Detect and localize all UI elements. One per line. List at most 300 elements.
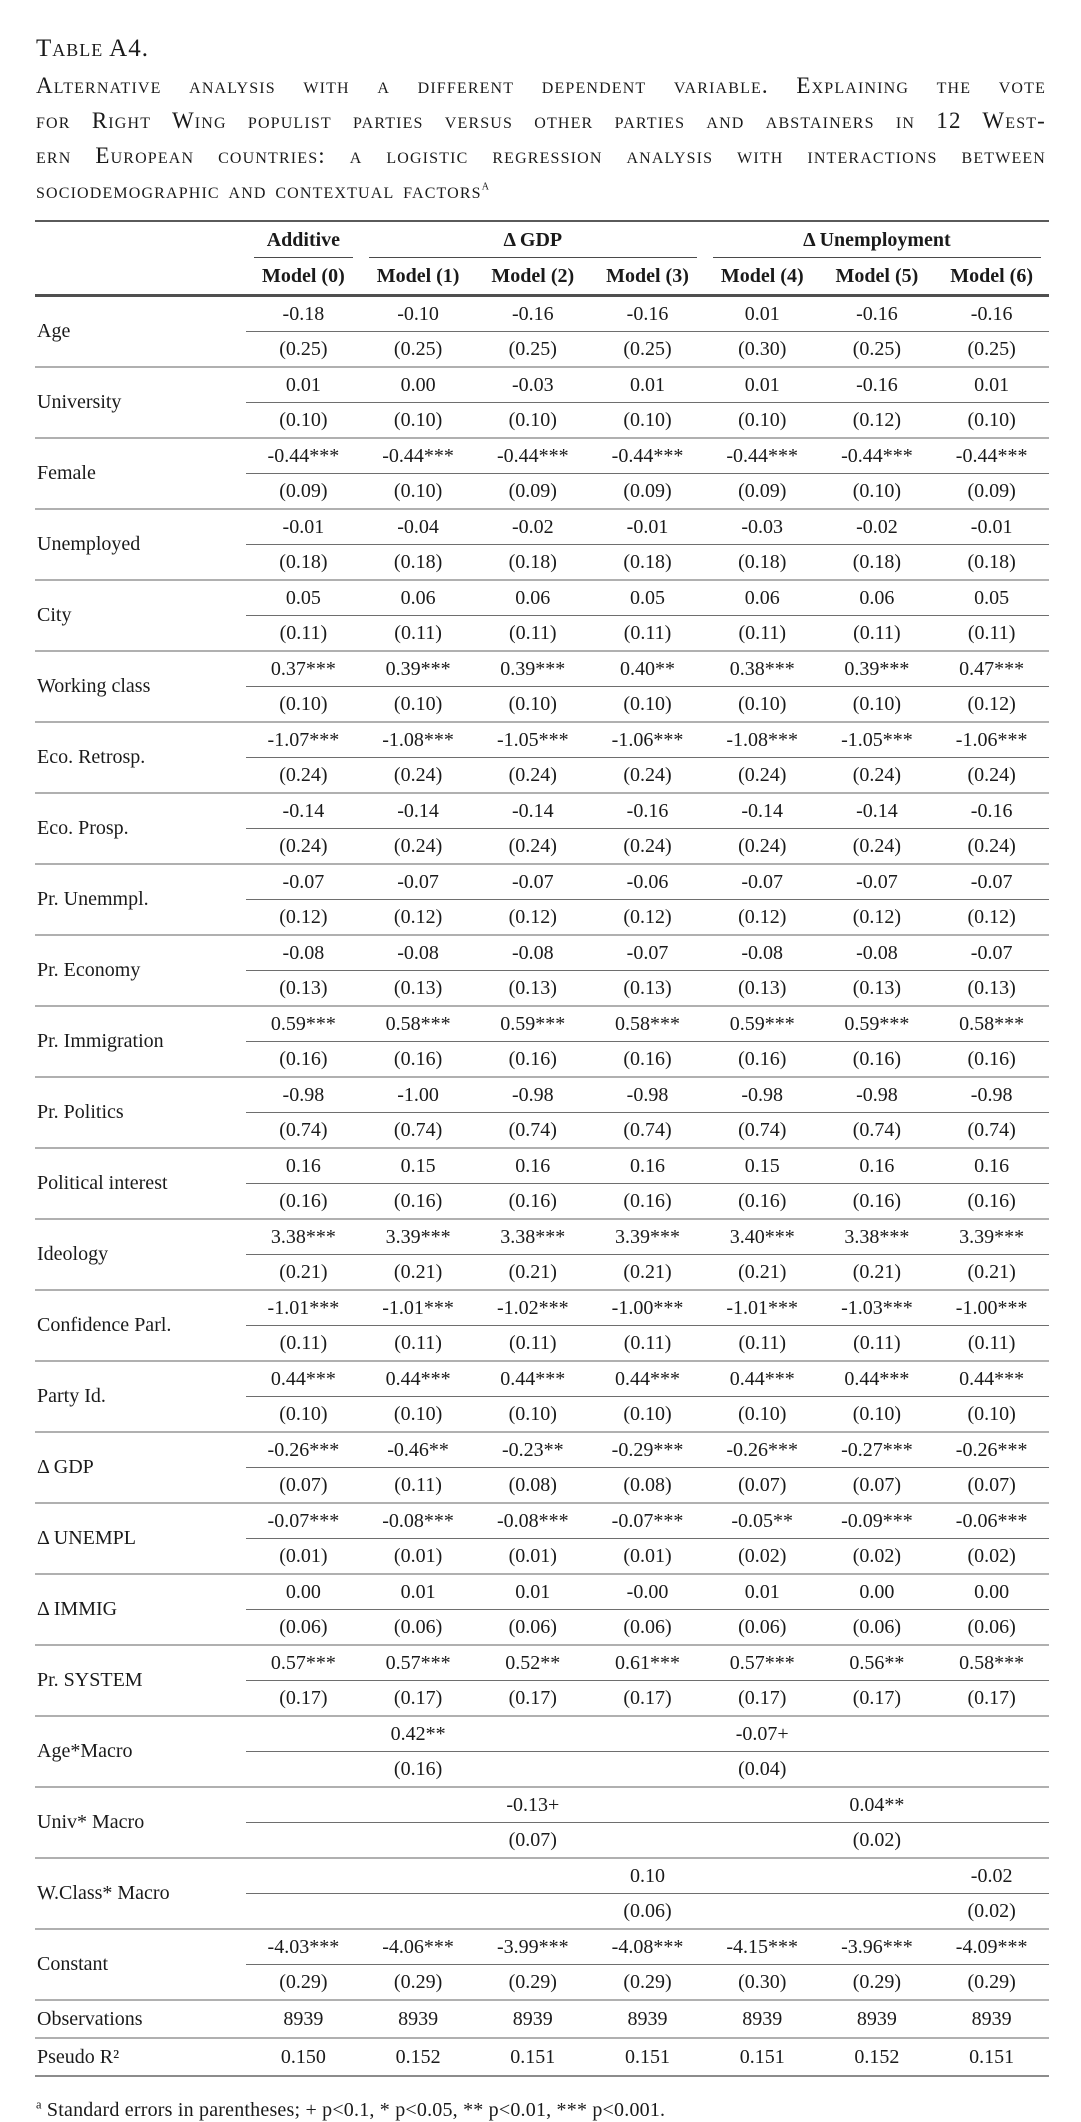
coef-cell: -0.07***: [590, 1503, 705, 1539]
se-cell: (0.16): [475, 1042, 590, 1078]
se-cell: (0.04): [705, 1752, 820, 1788]
coef-cell: 3.40***: [705, 1219, 820, 1255]
coef-cell: 0.16: [475, 1148, 590, 1184]
coef-cell: -1.00: [361, 1077, 476, 1113]
coef-cell: -0.08: [361, 935, 476, 971]
coef-cell: 0.37***: [246, 651, 361, 687]
row-label: Δ UNEMPL: [35, 1503, 246, 1574]
column-header-model-4: Model (4): [705, 258, 820, 296]
stat-cell: 8939: [705, 2000, 820, 2038]
stat-cell: 8939: [590, 2000, 705, 2038]
coef-cell: -0.08: [820, 935, 935, 971]
stat-cell: 8939: [934, 2000, 1049, 2038]
se-cell: (0.24): [820, 829, 935, 865]
coef-cell: [246, 1787, 361, 1823]
se-cell: (0.74): [361, 1113, 476, 1149]
se-cell: (0.74): [820, 1113, 935, 1149]
coef-cell: 0.59***: [246, 1006, 361, 1042]
coef-cell: 3.38***: [820, 1219, 935, 1255]
coef-cell: -0.14: [820, 793, 935, 829]
se-cell: (0.25): [246, 332, 361, 368]
coef-cell: [361, 1787, 476, 1823]
coef-cell: [705, 1858, 820, 1894]
se-cell: [246, 1823, 361, 1859]
se-cell: (0.21): [590, 1255, 705, 1291]
coef-cell: -0.10: [361, 296, 476, 332]
se-cell: (0.07): [934, 1468, 1049, 1504]
coef-cell: 0.59***: [475, 1006, 590, 1042]
table-number: Table A4.: [36, 35, 149, 62]
se-cell: (0.74): [705, 1113, 820, 1149]
coef-row: [35, 1006, 1049, 1042]
coef-cell: -0.05**: [705, 1503, 820, 1539]
coef-cell: 3.39***: [590, 1219, 705, 1255]
se-cell: (0.06): [246, 1610, 361, 1646]
coef-cell: -0.08: [705, 935, 820, 971]
se-cell: (0.10): [475, 403, 590, 439]
coef-cell: -0.02: [475, 509, 590, 545]
column-group-3: [705, 221, 1049, 258]
coef-row: [35, 580, 1049, 616]
row-label: Pr. Immigration: [35, 1006, 246, 1077]
column-group-label: Δ GDP: [369, 229, 697, 258]
coef-cell: -0.08***: [361, 1503, 476, 1539]
coef-cell: -0.07: [475, 864, 590, 900]
coef-cell: 3.39***: [934, 1219, 1049, 1255]
se-cell: [475, 1894, 590, 1930]
coef-cell: 0.06: [361, 580, 476, 616]
se-cell: (0.24): [590, 829, 705, 865]
se-cell: (0.09): [934, 474, 1049, 510]
coef-cell: 0.44***: [590, 1361, 705, 1397]
coef-cell: 0.38***: [705, 651, 820, 687]
coef-row: [35, 1148, 1049, 1184]
se-cell: [361, 1894, 476, 1930]
coef-row: [35, 864, 1049, 900]
se-cell: (0.21): [246, 1255, 361, 1291]
coef-cell: -4.06***: [361, 1929, 476, 1965]
se-cell: (0.24): [705, 758, 820, 794]
coef-cell: -1.01***: [361, 1290, 476, 1326]
se-cell: (0.02): [934, 1894, 1049, 1930]
coef-row: [35, 367, 1049, 403]
se-cell: (0.16): [934, 1042, 1049, 1078]
se-cell: (0.25): [475, 332, 590, 368]
se-cell: (0.12): [820, 900, 935, 936]
se-cell: (0.10): [475, 1397, 590, 1433]
coef-cell: -1.05***: [820, 722, 935, 758]
coef-cell: -1.00***: [934, 1290, 1049, 1326]
se-cell: (0.07): [705, 1468, 820, 1504]
se-cell: (0.09): [475, 474, 590, 510]
coef-cell: [820, 1858, 935, 1894]
se-cell: (0.21): [820, 1255, 935, 1291]
table-head: [35, 221, 1049, 296]
se-cell: (0.11): [361, 1468, 476, 1504]
row-label: Working class: [35, 651, 246, 722]
coef-cell: -1.01***: [246, 1290, 361, 1326]
coef-row: [35, 651, 1049, 687]
row-label: Constant: [35, 1929, 246, 2000]
se-cell: (0.06): [475, 1610, 590, 1646]
coef-cell: 0.44***: [934, 1361, 1049, 1397]
coef-cell: -0.01: [934, 509, 1049, 545]
stat-cell: 0.151: [475, 2038, 590, 2076]
se-cell: (0.13): [246, 971, 361, 1007]
se-cell: (0.18): [246, 545, 361, 581]
se-cell: (0.10): [361, 474, 476, 510]
coef-row: [35, 1361, 1049, 1397]
coef-cell: 0.39***: [361, 651, 476, 687]
paper-page: [0, 30, 1081, 2120]
coef-cell: 0.05: [934, 580, 1049, 616]
stat-cell: 8939: [475, 2000, 590, 2038]
stat-cell: 8939: [361, 2000, 476, 2038]
column-group-row: [35, 221, 1049, 258]
coef-cell: 0.10: [590, 1858, 705, 1894]
table-header: [36, 30, 1046, 208]
coef-cell: -0.07: [820, 864, 935, 900]
column-header-model-5: Model (5): [820, 258, 935, 296]
coef-cell: 0.16: [934, 1148, 1049, 1184]
coef-cell: -0.08: [475, 935, 590, 971]
coef-cell: -0.14: [246, 793, 361, 829]
coef-cell: 0.01: [705, 367, 820, 403]
se-cell: (0.25): [361, 332, 476, 368]
coef-cell: -0.16: [820, 296, 935, 332]
se-cell: (0.11): [590, 616, 705, 652]
coef-cell: -3.96***: [820, 1929, 935, 1965]
se-cell: [934, 1752, 1049, 1788]
se-cell: (0.10): [934, 403, 1049, 439]
se-cell: (0.10): [361, 1397, 476, 1433]
se-cell: (0.17): [361, 1681, 476, 1717]
se-cell: (0.16): [705, 1184, 820, 1220]
coef-cell: -0.01: [246, 509, 361, 545]
stat-cell: 0.150: [246, 2038, 361, 2076]
row-label: W.Class* Macro: [35, 1858, 246, 1929]
coef-cell: -0.03: [475, 367, 590, 403]
se-cell: (0.13): [705, 971, 820, 1007]
coef-row: [35, 935, 1049, 971]
se-cell: (0.11): [361, 1326, 476, 1362]
column-group-label: Additive: [254, 229, 353, 258]
se-cell: (0.12): [934, 687, 1049, 723]
se-cell: (0.21): [475, 1255, 590, 1291]
coef-cell: -1.01***: [705, 1290, 820, 1326]
se-cell: (0.30): [705, 1965, 820, 2001]
se-cell: (0.11): [246, 616, 361, 652]
coef-cell: 0.16: [590, 1148, 705, 1184]
coef-cell: -0.04: [361, 509, 476, 545]
coef-cell: 3.38***: [475, 1219, 590, 1255]
coef-cell: -0.07: [705, 864, 820, 900]
coef-cell: 0.15: [705, 1148, 820, 1184]
coef-cell: -1.06***: [590, 722, 705, 758]
coef-cell: 0.40**: [590, 651, 705, 687]
se-cell: (0.16): [475, 1184, 590, 1220]
se-cell: (0.06): [820, 1610, 935, 1646]
row-label: Pr. Economy: [35, 935, 246, 1006]
se-cell: (0.13): [475, 971, 590, 1007]
se-cell: [705, 1823, 820, 1859]
coef-cell: 0.47***: [934, 651, 1049, 687]
coef-cell: -0.07: [934, 935, 1049, 971]
coef-row: [35, 1858, 1049, 1894]
row-label: Univ* Macro: [35, 1787, 246, 1858]
coef-cell: [934, 1787, 1049, 1823]
row-label: Pr. Politics: [35, 1077, 246, 1148]
coef-cell: [934, 1716, 1049, 1752]
coef-row: [35, 722, 1049, 758]
coef-row: [35, 1290, 1049, 1326]
se-cell: [361, 1823, 476, 1859]
se-cell: (0.10): [246, 403, 361, 439]
table-body: [35, 296, 1049, 2077]
se-cell: (0.24): [361, 829, 476, 865]
row-label: Age: [35, 296, 246, 368]
coef-cell: -0.44***: [475, 438, 590, 474]
se-cell: (0.16): [361, 1042, 476, 1078]
coef-cell: 0.01: [705, 296, 820, 332]
coef-cell: -3.99***: [475, 1929, 590, 1965]
se-cell: (0.12): [705, 900, 820, 936]
se-cell: [246, 1894, 361, 1930]
se-cell: (0.10): [820, 474, 935, 510]
coef-cell: -0.07***: [246, 1503, 361, 1539]
se-cell: (0.29): [820, 1965, 935, 2001]
row-label: University: [35, 367, 246, 438]
footnote-text: Standard errors in parentheses; + p<0.1, * p<0.05, ** p<0.01, *** p<0.001.: [46, 2099, 666, 2121]
coef-cell: 3.38***: [246, 1219, 361, 1255]
se-cell: (0.10): [820, 687, 935, 723]
se-cell: (0.13): [820, 971, 935, 1007]
se-cell: (0.02): [820, 1823, 935, 1859]
se-cell: (0.11): [934, 1326, 1049, 1362]
coef-cell: 0.00: [361, 367, 476, 403]
coef-cell: 0.01: [246, 367, 361, 403]
caption-line-1: Alternative analysis with a different dependent variable. Explaining the vote: [36, 73, 1046, 98]
se-cell: (0.10): [590, 1397, 705, 1433]
se-cell: [590, 1823, 705, 1859]
se-cell: (0.16): [820, 1184, 935, 1220]
se-cell: (0.10): [705, 687, 820, 723]
coef-cell: 0.44***: [246, 1361, 361, 1397]
se-cell: (0.10): [246, 687, 361, 723]
corner-cell: [35, 221, 246, 258]
se-cell: (0.18): [361, 545, 476, 581]
caption-line-2: for Right Wing populist parties versus other parties and abstainers in 12 West-: [36, 108, 1046, 133]
coef-cell: -0.16: [475, 296, 590, 332]
coef-row: [35, 793, 1049, 829]
coef-cell: -0.16: [590, 793, 705, 829]
se-cell: (0.18): [705, 545, 820, 581]
se-cell: (0.17): [934, 1681, 1049, 1717]
coef-cell: -1.07***: [246, 722, 361, 758]
coef-row: [35, 1077, 1049, 1113]
row-label: Confidence Parl.: [35, 1290, 246, 1361]
coef-cell: -0.98: [934, 1077, 1049, 1113]
coef-cell: 0.44***: [475, 1361, 590, 1397]
se-cell: (0.11): [361, 616, 476, 652]
coef-cell: -0.44***: [361, 438, 476, 474]
se-cell: (0.17): [705, 1681, 820, 1717]
row-label: Pr. Unemmpl.: [35, 864, 246, 935]
coef-cell: -0.07+: [705, 1716, 820, 1752]
se-cell: (0.10): [705, 1397, 820, 1433]
se-cell: (0.13): [590, 971, 705, 1007]
se-cell: (0.30): [705, 332, 820, 368]
column-header-row: [35, 258, 1049, 296]
coef-cell: 0.58***: [934, 1006, 1049, 1042]
coef-cell: -0.29***: [590, 1432, 705, 1468]
se-cell: (0.24): [590, 758, 705, 794]
se-cell: (0.12): [590, 900, 705, 936]
coef-cell: -0.01: [590, 509, 705, 545]
corner-cell: [35, 258, 246, 296]
se-cell: (0.13): [361, 971, 476, 1007]
coef-cell: 3.39***: [361, 1219, 476, 1255]
se-cell: (0.74): [246, 1113, 361, 1149]
se-cell: (0.25): [934, 332, 1049, 368]
coef-cell: -0.16: [820, 367, 935, 403]
coef-cell: [590, 1716, 705, 1752]
coef-cell: -0.46**: [361, 1432, 476, 1468]
se-cell: (0.11): [475, 1326, 590, 1362]
coef-cell: 0.16: [820, 1148, 935, 1184]
se-cell: (0.24): [246, 829, 361, 865]
se-cell: (0.06): [705, 1610, 820, 1646]
se-cell: [934, 1823, 1049, 1859]
coef-cell: 0.00: [820, 1574, 935, 1610]
coef-cell: -0.44***: [590, 438, 705, 474]
regression-table: [35, 220, 1049, 2077]
se-cell: (0.18): [590, 545, 705, 581]
se-cell: (0.12): [475, 900, 590, 936]
se-cell: (0.11): [705, 616, 820, 652]
se-cell: (0.06): [590, 1894, 705, 1930]
coef-cell: 0.00: [934, 1574, 1049, 1610]
se-cell: (0.02): [705, 1539, 820, 1575]
coef-cell: 0.44***: [820, 1361, 935, 1397]
se-cell: (0.01): [361, 1539, 476, 1575]
se-cell: [820, 1894, 935, 1930]
coef-cell: -0.98: [475, 1077, 590, 1113]
se-cell: (0.11): [934, 616, 1049, 652]
se-cell: (0.10): [361, 403, 476, 439]
column-group-label: Δ Unemployment: [713, 229, 1041, 258]
row-label: Unemployed: [35, 509, 246, 580]
se-cell: (0.16): [590, 1184, 705, 1220]
stat-row: [35, 2000, 1049, 2038]
coef-cell: 0.06: [705, 580, 820, 616]
coef-row: [35, 1716, 1049, 1752]
se-cell: (0.10): [361, 687, 476, 723]
coef-cell: 0.01: [475, 1574, 590, 1610]
footnote-marker: a: [36, 2097, 42, 2112]
coef-cell: 0.04**: [820, 1787, 935, 1823]
se-cell: (0.21): [705, 1255, 820, 1291]
se-cell: (0.18): [820, 545, 935, 581]
coef-cell: 0.44***: [361, 1361, 476, 1397]
se-cell: [820, 1752, 935, 1788]
se-cell: (0.12): [820, 403, 935, 439]
coef-cell: -0.18: [246, 296, 361, 332]
se-cell: (0.02): [820, 1539, 935, 1575]
coef-cell: 0.06: [820, 580, 935, 616]
coef-cell: [705, 1787, 820, 1823]
se-cell: (0.24): [705, 829, 820, 865]
se-cell: (0.29): [361, 1965, 476, 2001]
coef-cell: -0.23**: [475, 1432, 590, 1468]
se-cell: (0.01): [246, 1539, 361, 1575]
se-cell: (0.13): [934, 971, 1049, 1007]
coef-cell: -0.00: [590, 1574, 705, 1610]
se-cell: (0.11): [705, 1326, 820, 1362]
coef-cell: 0.42**: [361, 1716, 476, 1752]
se-cell: (0.11): [820, 616, 935, 652]
coef-cell: -0.07: [246, 864, 361, 900]
se-cell: (0.18): [475, 545, 590, 581]
coef-cell: -0.98: [705, 1077, 820, 1113]
coef-cell: 0.44***: [705, 1361, 820, 1397]
coef-cell: 0.59***: [820, 1006, 935, 1042]
se-cell: (0.09): [590, 474, 705, 510]
se-cell: (0.21): [361, 1255, 476, 1291]
coef-cell: [590, 1787, 705, 1823]
se-cell: (0.25): [820, 332, 935, 368]
stat-row: [35, 2038, 1049, 2076]
coef-cell: 0.05: [590, 580, 705, 616]
se-cell: (0.24): [820, 758, 935, 794]
coef-cell: 0.00: [246, 1574, 361, 1610]
se-cell: (0.01): [590, 1539, 705, 1575]
coef-cell: 0.01: [934, 367, 1049, 403]
se-cell: (0.10): [820, 1397, 935, 1433]
se-cell: (0.12): [934, 900, 1049, 936]
coef-cell: -0.16: [590, 296, 705, 332]
se-cell: (0.29): [475, 1965, 590, 2001]
caption-line-4: [36, 173, 1046, 208]
caption-footnote-marker: a: [481, 177, 491, 194]
coef-cell: 0.01: [361, 1574, 476, 1610]
coef-cell: -0.14: [361, 793, 476, 829]
column-header-model-3: Model (3): [590, 258, 705, 296]
coef-cell: -0.26***: [934, 1432, 1049, 1468]
se-cell: (0.16): [705, 1042, 820, 1078]
coef-cell: [246, 1858, 361, 1894]
se-cell: (0.29): [934, 1965, 1049, 2001]
coef-row: [35, 1787, 1049, 1823]
coef-cell: -0.09***: [820, 1503, 935, 1539]
coef-cell: -0.44***: [820, 438, 935, 474]
row-label: Eco. Retrosp.: [35, 722, 246, 793]
coef-cell: -0.98: [820, 1077, 935, 1113]
se-cell: (0.07): [475, 1823, 590, 1859]
column-header-model-1: Model (1): [361, 258, 476, 296]
coef-cell: -0.27***: [820, 1432, 935, 1468]
se-cell: (0.24): [475, 829, 590, 865]
table-footnote: [36, 2099, 1081, 2122]
coef-cell: -0.06: [590, 864, 705, 900]
se-cell: (0.07): [246, 1468, 361, 1504]
se-cell: (0.10): [590, 403, 705, 439]
coef-cell: -1.02***: [475, 1290, 590, 1326]
se-cell: (0.11): [590, 1326, 705, 1362]
se-cell: (0.16): [361, 1752, 476, 1788]
coef-cell: -0.14: [705, 793, 820, 829]
se-cell: (0.74): [934, 1113, 1049, 1149]
